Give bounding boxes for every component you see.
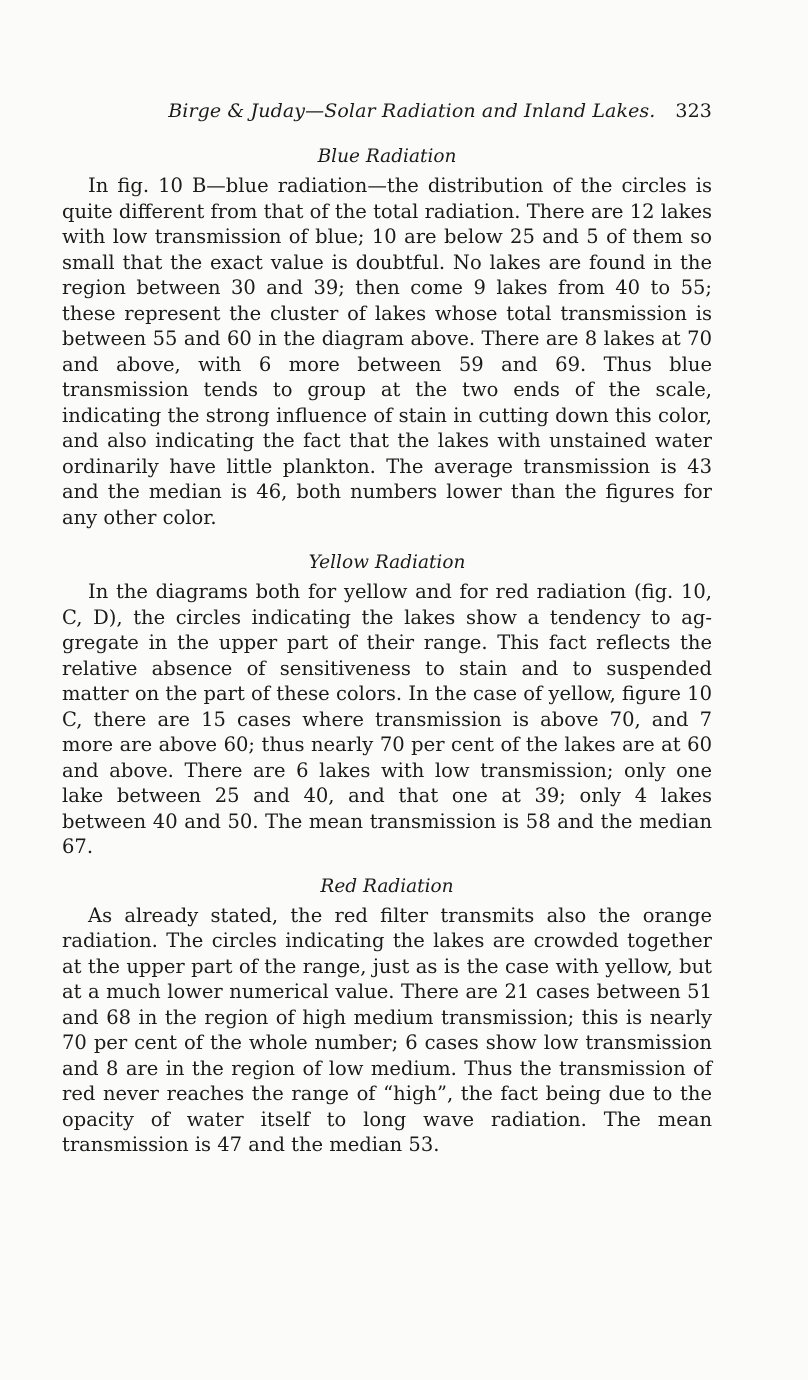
section-red-radiation: [62, 874, 712, 1158]
page: [62, 100, 712, 1158]
running-title: Birge & Juday—Solar Radiation and Inland Lakes.: [168, 100, 656, 122]
section-heading-red: Red Radiation: [320, 875, 454, 897]
section-yellow-radiation: [62, 550, 712, 860]
paragraph-yellow: In the diagrams both for yellow and for red radiation (fig. 10, C, D), the circles indicating the lakes show a tendency to aggregate in the upper part of their range. This fact reflects the relative absence of sensitiveness to stain and to suspended matter on the part of these colors. In the case of yellow, figure 10 C, there are 15 cases where transmission is above 70, and 7 more are above 60; thus nearly 70 per cent of the lakes are at 60 and above. There are 6 lakes with low transmission; only one lake between 25 and 40, and that one at 39; only 4 lakes between 40 and 50. The mean transmission is 58 and the median 67.: [62, 580, 712, 858]
page-number: 323: [675, 100, 712, 122]
section-blue-radiation: [62, 144, 712, 530]
paragraph-red: As already stated, the red filter transmits also the orange radiation. The circles indicating the lakes are crowded together at the upper part of the range, just as is the case with yellow, but at a much lower numerical value. There are 21 cases between 51 and 68 in the region of high medium transmission; this is nearly 70 per cent of the whole number; 6 cases show low transmission and 8 are in the region of low medium. Thus the transmission of red never reaches the range of “high”, the fact being due to the opacity of water itself to long wave radiation. The mean transmission is 47 and the median 53.: [62, 903, 712, 1156]
running-head: [62, 100, 712, 144]
section-heading-blue: Blue Radiation: [317, 146, 457, 167]
paragraph-blue: In fig. 10 B—blue radiation—the distribution of the circles is quite different from that of the total radiation. There are 12 lakes with low transmission of blue; 10 are below 25 and 5 of them so small that the exact value is doubtful. No lakes are found in the region between 30 and 39; then come 9 lakes from 40 to 55; these represent the cluster of lakes whose total transmission is between 55 and 60 in the diagram above. There are 8 lakes at 70 and above, with 6 more between 59 and 69. Thus blue transmission tends to group at the two ends of the scale, indicating the strong influence of stain in cutting down this color, and also indicating the fact that the lakes with unstained water ordinarily have little plankton. The average transmission is 43 and the median is 46, both numbers lower than the figures for any other color.: [62, 174, 712, 529]
section-heading-yellow: Yellow Radiation: [308, 552, 466, 573]
